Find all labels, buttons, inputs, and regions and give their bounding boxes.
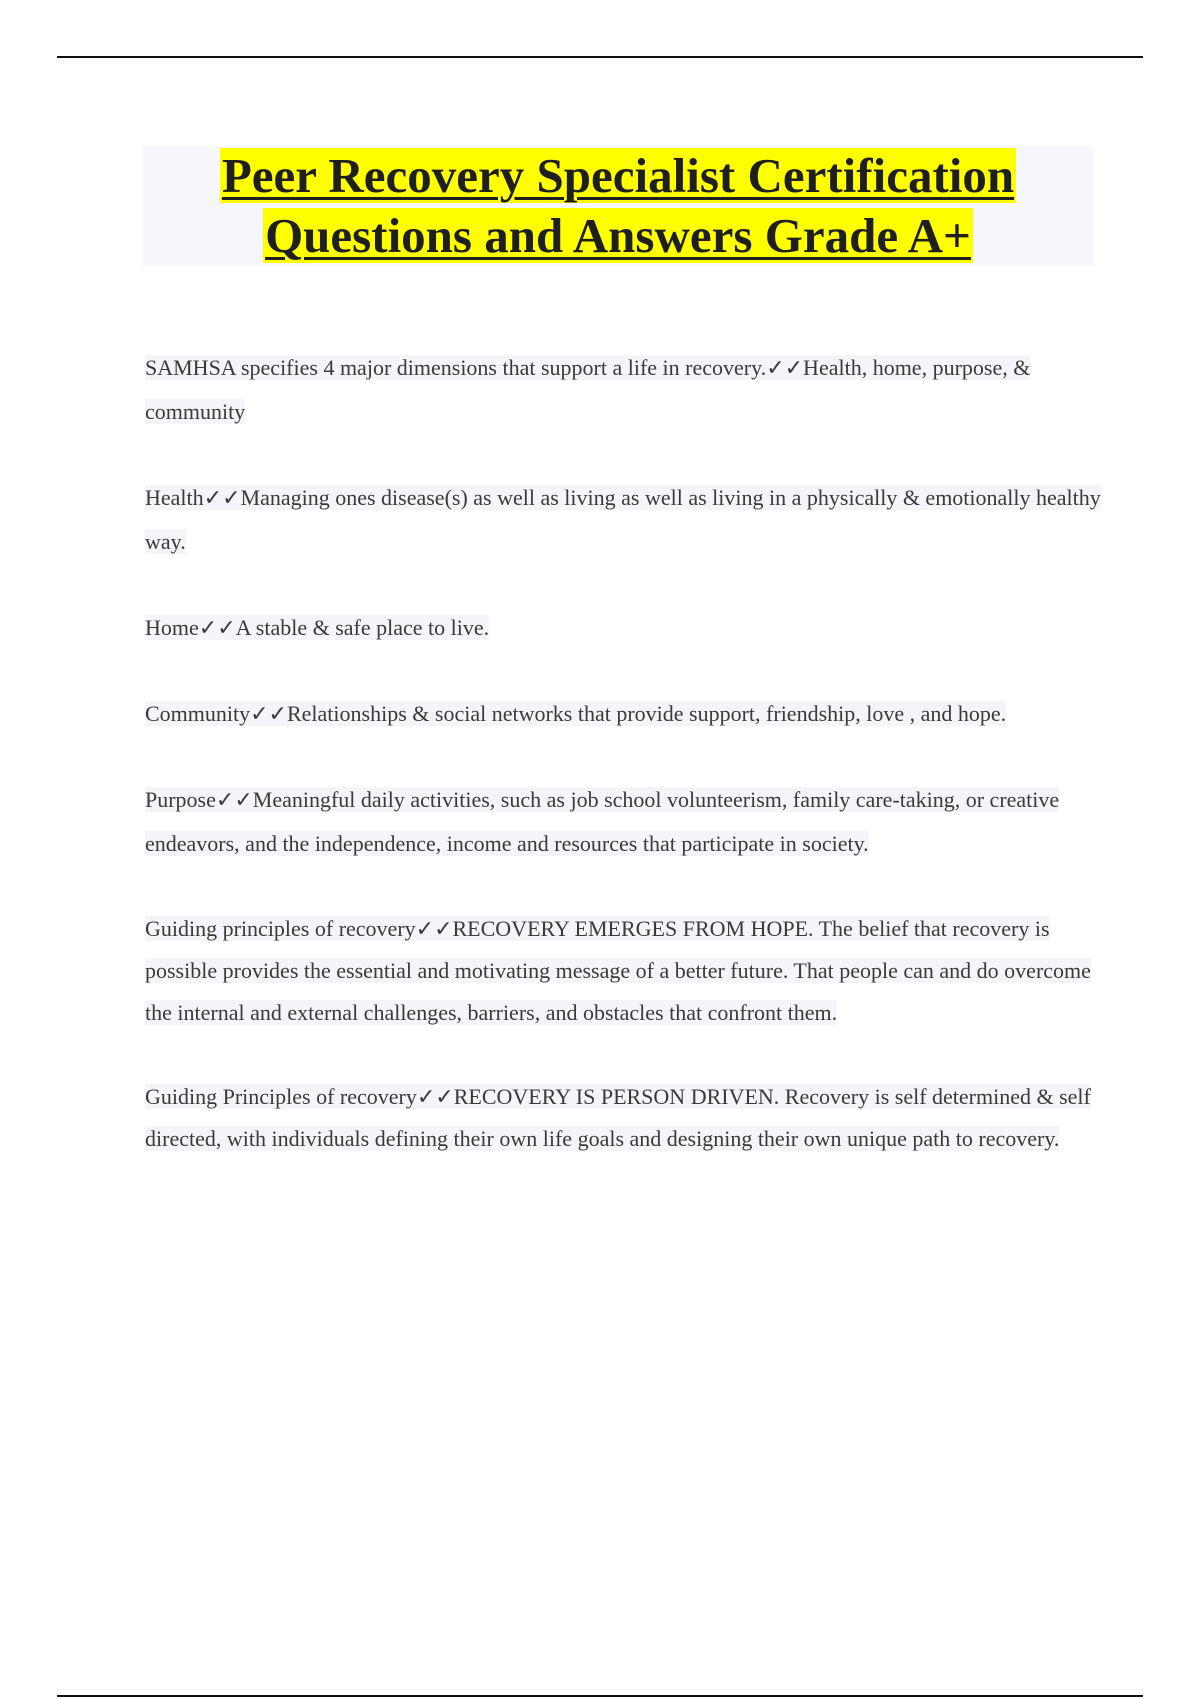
qa-item-text: Community✓✓Relationships & social networks that provide support, friendship, love , and hope. xyxy=(145,701,1007,726)
qa-item-text: Purpose✓✓Meaningful daily activities, such as job school volunteerism, family care-taking, or creative endeavors, and the independence, income and resources that participate in society. xyxy=(145,787,1060,856)
qa-item-home xyxy=(145,606,1105,650)
title-line-1 xyxy=(143,146,1093,206)
qa-item-text: Guiding Principles of recovery✓✓RECOVERY IS PERSON DRIVEN. Recovery is self determined & self directed, with individuals defining their own life goals and designing their own unique path to recovery. xyxy=(145,1084,1091,1151)
title-line-2 xyxy=(143,206,1093,266)
qa-item-guiding-person-driven xyxy=(145,1076,1105,1160)
qa-item-text: SAMHSA specifies 4 major dimensions that support a life in recovery.✓✓Health, home, purpose, & community xyxy=(145,355,1031,424)
qa-item-text: Guiding principles of recovery✓✓RECOVERY EMERGES FROM HOPE. The belief that recovery is possible provides the essential and motivating message of a better future. That people can and do overcome the internal and external challenges, barriers, and obstacles that confront them. xyxy=(145,916,1091,1025)
qa-list xyxy=(145,346,1105,1202)
bottom-rule xyxy=(57,1695,1143,1697)
qa-item-health xyxy=(145,476,1105,564)
title-line-1-text: Peer Recovery Specialist Certification xyxy=(221,148,1015,203)
title-line-2-text: Questions and Answers Grade A+ xyxy=(265,208,971,263)
qa-item-guiding-hope xyxy=(145,908,1105,1034)
top-rule xyxy=(57,56,1143,58)
qa-item-purpose xyxy=(145,778,1105,866)
qa-item-text: Home✓✓A stable & safe place to live. xyxy=(145,615,490,640)
qa-item-samhsa-dimensions xyxy=(145,346,1105,434)
document-title xyxy=(143,146,1093,266)
qa-item-community xyxy=(145,692,1105,736)
qa-item-text: Health✓✓Managing ones disease(s) as well as living as well as living in a physically & emotionally healthy way. xyxy=(145,485,1101,554)
